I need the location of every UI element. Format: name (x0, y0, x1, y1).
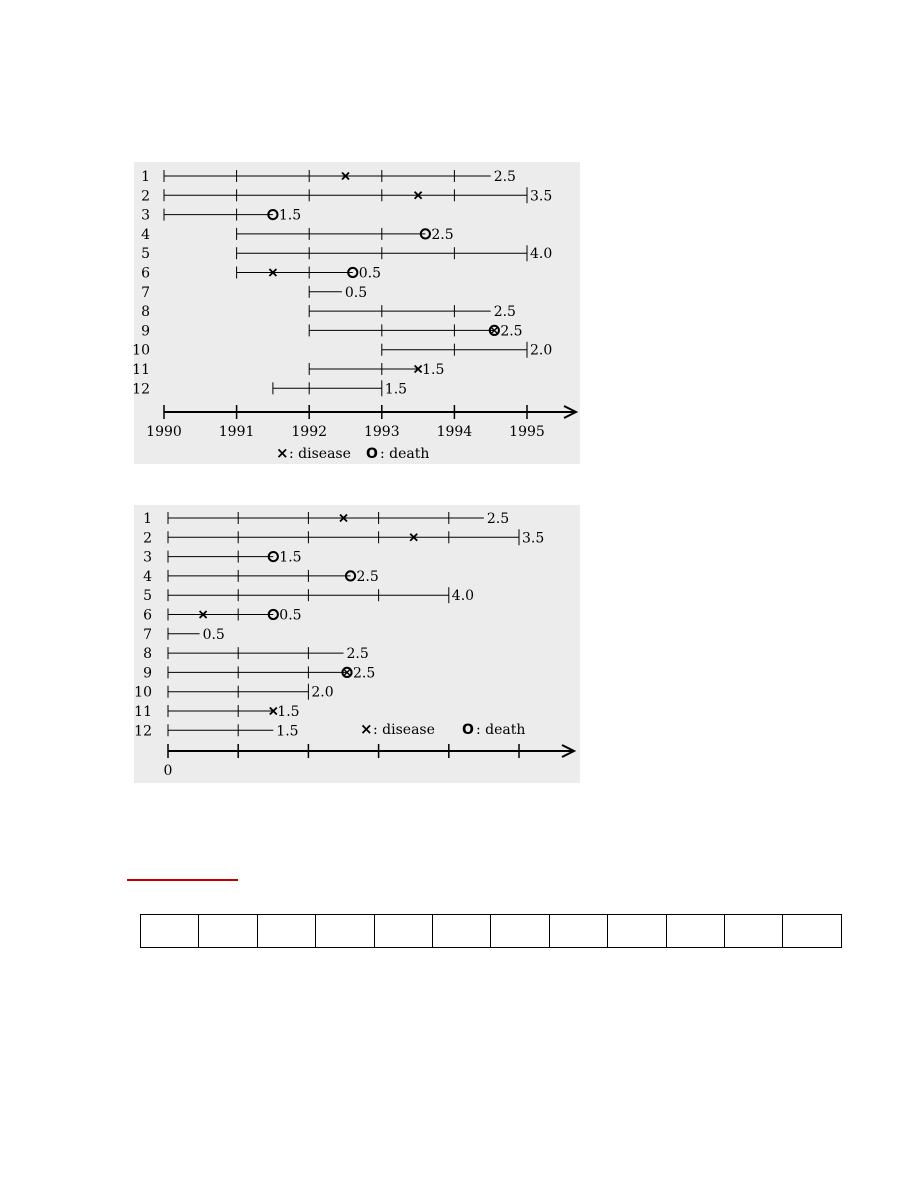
duration-label: 0.5 (202, 626, 225, 643)
duration-label: 4.0 (530, 246, 553, 263)
axis-tick-label: 1992 (291, 424, 328, 440)
legend-disease-label: : disease (289, 446, 351, 462)
calendar-time-svg (134, 162, 580, 464)
study-time-svg (134, 505, 580, 783)
legend-death-symbol: O (366, 446, 378, 462)
duration-label: 1.5 (384, 381, 408, 398)
duration-label: 2.5 (493, 169, 516, 185)
row-label: 10 (132, 342, 150, 359)
row-label: 11 (132, 362, 150, 378)
row-label: 6 (143, 607, 152, 624)
legend-death-label: : death (380, 446, 430, 462)
duration-label: 2.5 (356, 568, 379, 585)
row-label: 1 (141, 169, 150, 185)
duration-label: 1.5 (276, 723, 299, 740)
duration-label: 3.5 (522, 530, 545, 547)
row-label: 5 (141, 246, 150, 263)
table-cell (725, 915, 783, 948)
row-label: 4 (141, 226, 150, 243)
row-label: 11 (134, 704, 152, 720)
duration-label: 0.5 (358, 265, 382, 282)
row-label: 8 (143, 646, 152, 663)
row-label: 10 (134, 684, 152, 701)
table-cell (608, 915, 666, 948)
axis-tick-label: 1995 (509, 424, 545, 440)
duration-label: 1.5 (279, 549, 302, 566)
duration-label: 2.5 (353, 665, 376, 682)
row-label: 2 (143, 530, 152, 547)
red-underline (127, 879, 238, 881)
table-cell (316, 915, 374, 948)
duration-label: 2.5 (486, 511, 510, 527)
legend-disease-label: : disease (373, 722, 435, 738)
duration-label: 4.0 (451, 588, 475, 605)
empty-answer-table (140, 914, 842, 948)
table-cell (257, 915, 315, 948)
duration-label: 0.5 (279, 607, 302, 624)
row-label: 8 (141, 304, 150, 321)
table-cell (783, 915, 842, 948)
calendar-time-chart (134, 162, 580, 464)
duration-label: 2.0 (530, 342, 553, 359)
row-label: 9 (141, 323, 150, 340)
table-cell (549, 915, 607, 948)
table-cell (666, 915, 724, 948)
legend-disease-symbol: × (360, 720, 373, 738)
axis-tick-label: 0 (163, 763, 173, 779)
table-cell (433, 915, 491, 948)
duration-label: 2.5 (431, 226, 454, 243)
duration-label: 2.5 (346, 646, 369, 663)
row-label: 12 (134, 723, 152, 740)
row-label: 2 (141, 188, 150, 205)
duration-label: 1.5 (278, 207, 302, 224)
duration-label: 0.5 (344, 284, 368, 301)
table-cell (141, 915, 199, 948)
table-cell (374, 915, 432, 948)
row-label: 3 (141, 207, 150, 224)
axis-tick-label: 1993 (363, 424, 400, 440)
row-label: 4 (143, 568, 152, 585)
axis-tick-label: 1990 (146, 424, 182, 440)
duration-label: 1.5 (277, 704, 300, 720)
axis-tick-label: 1994 (436, 424, 473, 440)
legend-death-label: : death (476, 722, 526, 738)
study-time-chart (134, 505, 580, 783)
row-label: 5 (143, 588, 152, 605)
duration-label: 3.5 (530, 188, 553, 205)
axis-tick-label: 1991 (218, 424, 255, 440)
row-label: 1 (143, 511, 152, 527)
table-cell (199, 915, 257, 948)
row-label: 6 (141, 265, 150, 282)
duration-label: 1.5 (422, 362, 445, 378)
table-row (141, 915, 842, 948)
row-label: 3 (143, 549, 152, 566)
row-label: 7 (141, 284, 150, 301)
legend-disease-symbol: × (276, 444, 289, 462)
legend-death-symbol: O (462, 722, 474, 738)
duration-label: 2.5 (493, 304, 516, 321)
row-label: 9 (143, 665, 152, 682)
duration-label: 2.0 (311, 684, 334, 701)
row-label: 12 (132, 381, 150, 398)
duration-label: 2.5 (500, 323, 523, 340)
table-cell (491, 915, 549, 948)
row-label: 7 (143, 626, 152, 643)
